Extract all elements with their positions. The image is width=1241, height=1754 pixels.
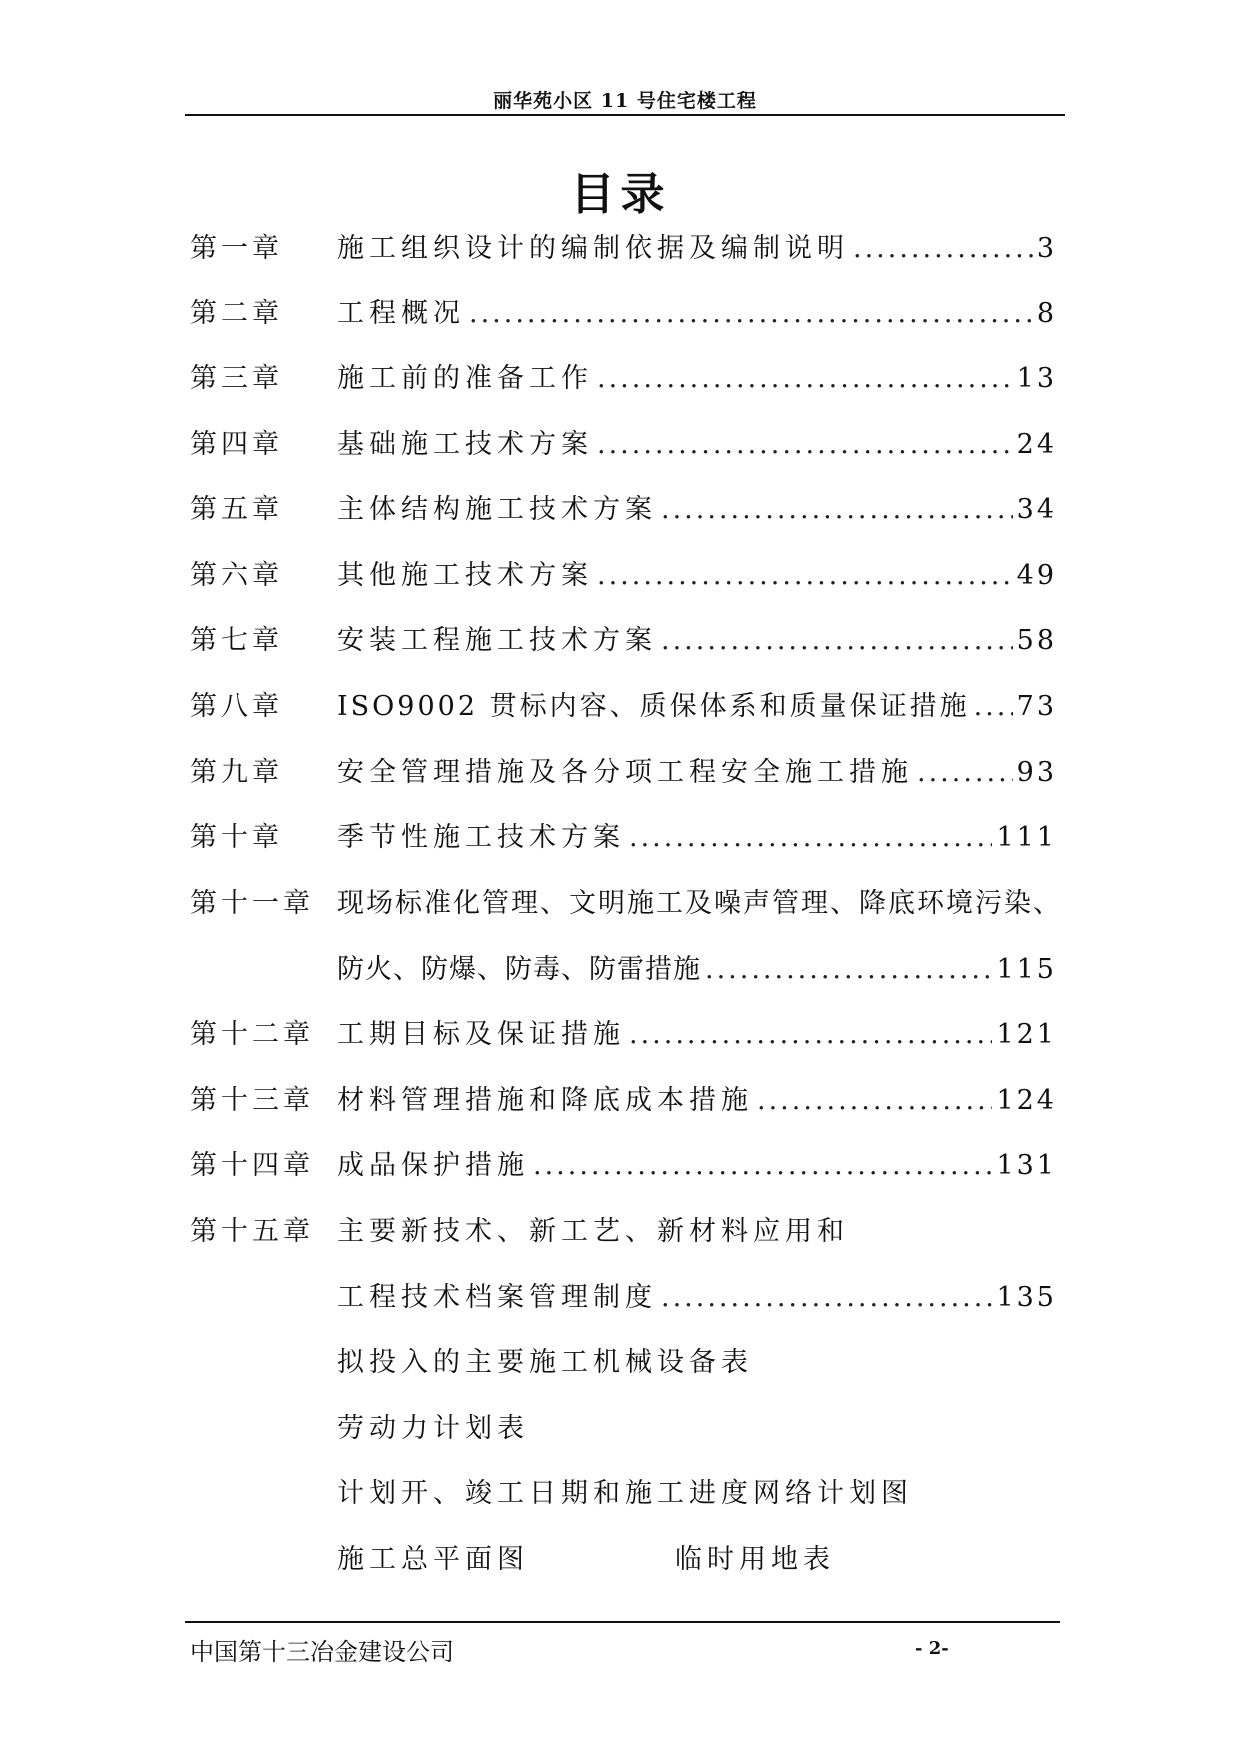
dot-leader <box>469 292 1033 336</box>
chapter-number: 第五章 <box>190 494 283 525</box>
chapter-title: 工期目标及保证措施 <box>337 1019 625 1050</box>
chapter-title: 基础施工技术方案 <box>337 429 593 460</box>
chapter-title: 现场标准化管理、文明施工及噪声管理、降底环境污染、 <box>337 888 1062 919</box>
chapter-title: 主要新技术、新工艺、新材料应用和 <box>337 1216 849 1247</box>
page-number: 115 <box>996 954 1057 985</box>
chapter-number: 第七章 <box>190 625 283 656</box>
toc-entry[interactable] <box>0 619 1241 663</box>
dot-leader <box>629 816 992 860</box>
dot-leader <box>597 554 1013 598</box>
footer-page-number: - 2- <box>915 1638 949 1659</box>
chapter-number: 第十四章 <box>190 1150 314 1181</box>
chapter-number: 第四章 <box>190 429 283 460</box>
dot-leader <box>661 619 1013 663</box>
chapter-title-continued: 防火、防爆、防毒、防雷措施 <box>337 954 701 985</box>
page-number: 24 <box>1016 429 1057 460</box>
chapter-title: 其他施工技术方案 <box>337 560 593 591</box>
appendix-item[interactable] <box>0 1407 1241 1451</box>
toc-entry[interactable] <box>0 357 1241 401</box>
toc-entry[interactable] <box>0 1013 1241 1057</box>
toc-entry[interactable] <box>0 554 1241 598</box>
toc-entry[interactable] <box>0 227 1241 271</box>
dot-leader <box>597 357 1013 401</box>
appendix-label[interactable]: 临时用地表 <box>675 1544 835 1575</box>
chapter-title: 工程概况 <box>337 298 465 329</box>
page-number: 13 <box>1016 363 1057 394</box>
page-number: 49 <box>1016 560 1057 591</box>
dot-leader <box>853 227 1033 271</box>
toc-entry[interactable] <box>0 1144 1241 1188</box>
chapter-title: 安全管理措施及各分项工程安全施工措施 <box>337 757 913 788</box>
dot-leader <box>705 948 992 992</box>
toc-entry[interactable] <box>0 292 1241 336</box>
footer-rule <box>185 1621 1060 1623</box>
page-number: 131 <box>996 1150 1057 1181</box>
chapter-number: 第六章 <box>190 560 283 591</box>
chapter-number: 第十二章 <box>190 1019 314 1050</box>
chapter-title: 成品保护措施 <box>337 1150 529 1181</box>
dot-leader <box>661 1276 992 1320</box>
page-number: 135 <box>996 1282 1057 1313</box>
appendix-item[interactable] <box>0 1472 1241 1516</box>
dot-leader <box>974 685 1013 729</box>
running-header: 丽华苑小区 11 号住宅楼工程 <box>493 90 757 112</box>
chapter-number: 第三章 <box>190 363 283 394</box>
dot-leader <box>533 1144 992 1188</box>
chapter-title: 季节性施工技术方案 <box>337 822 625 853</box>
page-number: 3 <box>1036 233 1057 264</box>
toc-entry[interactable] <box>0 423 1241 467</box>
page-number: 121 <box>996 1019 1057 1050</box>
chapter-number: 第八章 <box>190 691 283 722</box>
chapter-title: 主体结构施工技术方案 <box>337 494 657 525</box>
appendix-label: 计划开、竣工日期和施工进度网络计划图 <box>337 1478 913 1509</box>
dot-leader <box>597 423 1013 467</box>
page-number: 93 <box>1016 757 1057 788</box>
page-number: 8 <box>1036 298 1057 329</box>
appendix-row <box>0 1538 1241 1582</box>
toc-entry[interactable] <box>0 816 1241 860</box>
dot-leader <box>661 488 1013 532</box>
toc-entry[interactable] <box>0 882 1241 926</box>
appendix-label[interactable]: 施工总平面图 <box>337 1544 529 1575</box>
page-number: 58 <box>1016 625 1057 656</box>
chapter-number: 第十五章 <box>190 1216 314 1247</box>
dot-leader <box>917 751 1013 795</box>
toc-entry[interactable] <box>0 1210 1241 1254</box>
chapter-number: 第十一章 <box>190 888 314 919</box>
chapter-title: 施工前的准备工作 <box>337 363 593 394</box>
dot-leader <box>629 1013 992 1057</box>
chapter-number: 第十章 <box>190 822 283 853</box>
appendix-label: 劳动力计划表 <box>337 1413 529 1444</box>
toc-entry[interactable] <box>0 685 1241 729</box>
chapter-number: 第二章 <box>190 298 283 329</box>
dot-leader <box>757 1079 992 1123</box>
footer-company: 中国第十三冶金建设公司 <box>190 1638 454 1666</box>
page-number: 73 <box>1016 691 1057 722</box>
toc-entry-continued[interactable] <box>0 948 1241 992</box>
chapter-number: 第九章 <box>190 757 283 788</box>
toc-entry[interactable] <box>0 751 1241 795</box>
chapter-title: 施工组织设计的编制依据及编制说明 <box>337 233 849 264</box>
chapter-number: 第一章 <box>190 233 283 264</box>
chapter-number: 第十三章 <box>190 1085 314 1116</box>
chapter-title-continued: 工程技术档案管理制度 <box>337 1282 657 1313</box>
appendix-item[interactable] <box>0 1341 1241 1385</box>
toc-entry[interactable] <box>0 1079 1241 1123</box>
chapter-title: ISO9002 贯标内容、质保体系和质量保证措施 <box>337 691 970 722</box>
chapter-title: 材料管理措施和降底成本措施 <box>337 1085 753 1116</box>
page-number: 124 <box>996 1085 1057 1116</box>
appendix-label: 拟投入的主要施工机械设备表 <box>337 1347 753 1378</box>
toc-entry[interactable] <box>0 488 1241 532</box>
toc-entry-continued[interactable] <box>0 1276 1241 1320</box>
page-number: 111 <box>996 822 1057 853</box>
page-number: 34 <box>1016 494 1057 525</box>
toc-title: 目录 <box>570 169 671 220</box>
chapter-title: 安装工程施工技术方案 <box>337 625 657 656</box>
